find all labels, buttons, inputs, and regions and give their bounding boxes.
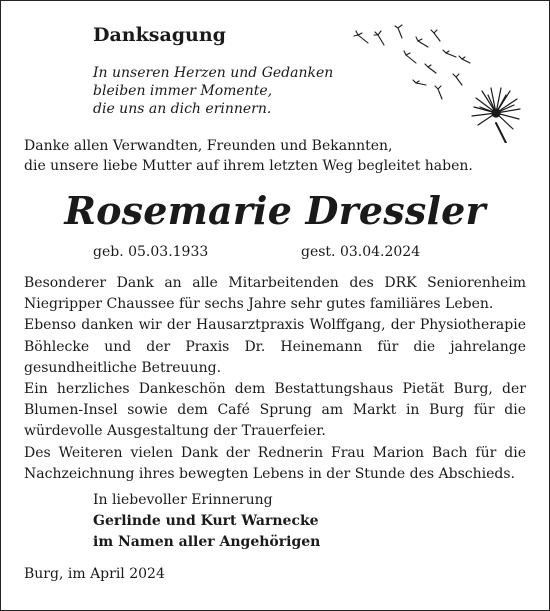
acknowledgement-paragraph: Des Weiteren vielen Dank der Rednerin Frau Marion Bach für die Nachzeichnung ihres bewegten Lebens in der Stunde des Abschieds. [24,444,526,482]
thanks-text [24,136,473,176]
death-date: gest. 03.04.2024 [301,244,421,260]
signature-intro: In liebevoller Erinnerung [93,492,273,508]
poem [93,64,333,118]
signature-relatives: im Namen aller Angehörigen [93,534,321,550]
dandelion-illustration [346,23,541,143]
acknowledgement-paragraph: Ein herzliches Dankeschön dem Bestattungshaus Pietät Burg, der Blumen-Insel sowie dem Café Sprung am Markt in Burg für die würdevolle Ausgestaltung der Trauerfeier. [24,381,526,440]
signature-block [93,490,320,553]
signature-names: Gerlinde und Kurt Warnecke [93,513,319,529]
poem-line: In unseren Herzen und Gedanken [93,65,334,81]
place-date: Burg, im April 2024 [24,566,165,582]
thanks-line: Danke allen Verwandten, Freunden und Bekannten, [24,138,393,154]
acknowledgements [24,273,526,485]
poem-line: die uns an dich erinnern. [93,101,272,117]
thanks-line: die unsere liebe Mutter auf ihrem letzten Weg begleitet haben. [24,158,473,174]
acknowledgement-paragraph: Besonderer Dank an alle Mitarbeitenden des DRK Seniorenheim Niegripper Chaussee für sechs Jahre sehr gutes familiäres Leben. [24,275,526,313]
birth-date: geb. 05.03.1933 [93,244,209,260]
acknowledgement-paragraph: Ebenso danken wir der Hausarztpraxis Wolffgang, der Physiotherapie Böhlecke und der Praxis Dr. Heinemann für die jahrelange gesundheitliche Betreuung. [24,317,526,376]
poem-line: bleiben immer Momente, [93,83,273,99]
deceased-name: Rosemarie Dressler [64,188,486,233]
heading: Danksagung [93,24,226,46]
